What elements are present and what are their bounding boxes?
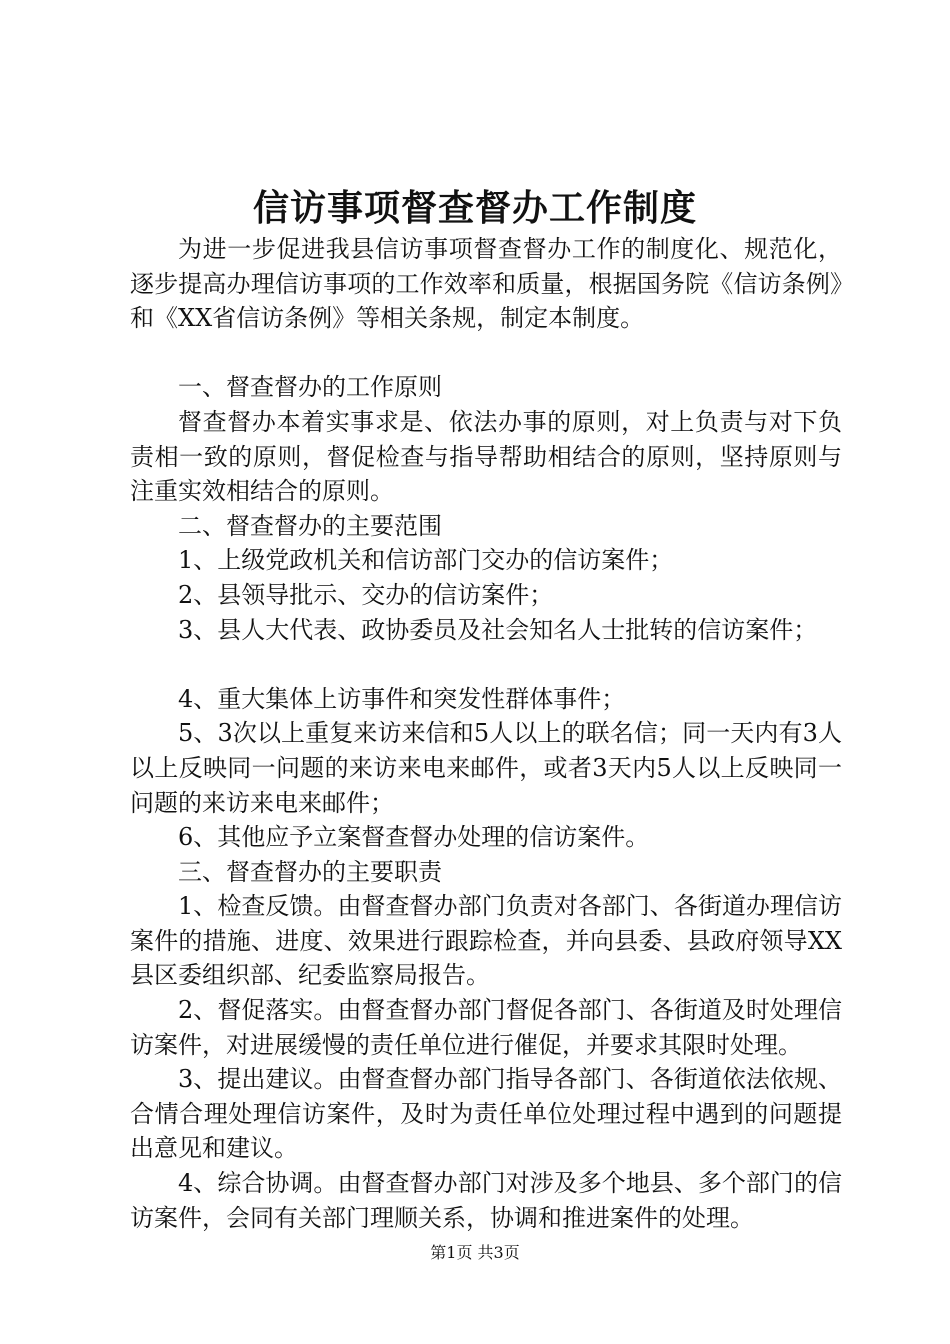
section3-item: 2、督促落实。由督查督办部门督促各部门、各街道及时处理信访案件，对进展缓慢的责任单位进行催促，并要求其限时处理。 (130, 996, 842, 1059)
section3-item: 4、综合协调。由督查督办部门对涉及多个地县、多个部门的信访案件，会同有关部门理顺关系，协调和推进案件的处理。 (130, 1169, 842, 1232)
document-body (130, 232, 842, 1235)
section3-heading: 三、督查督办的主要职责 (178, 857, 442, 886)
section1-heading: 一、督查督办的工作原则 (178, 373, 442, 402)
section2-item: 5、3次以上重复来访来信和5人以上的联名信；同一天内有3人以上反映同一问题的来访来电来邮件，或者3天内5人以上反映同一问题的来访来电来邮件； (130, 719, 842, 817)
section1-body: 督查督办本着实事求是、依法办事的原则，对上负责与对下负责相一致的原则，督促检查与指导帮助相结合的原则，坚持原则与注重实效相结合的原则。 (130, 407, 842, 506)
paragraph-spacer (130, 647, 842, 682)
paragraph-spacer (130, 336, 842, 371)
section3-item: 3、提出建议。由督查督办部门指导各部门、各街道依法依规、合情合理处理信访案件，及时为责任单位处理过程中遇到的问题提出意见和建议。 (130, 1065, 842, 1163)
section2-item: 6、其他应予立案督查督办处理的信访案件。 (178, 823, 650, 852)
section2-item: 4、重大集体上访事件和突发性群体事件； (178, 684, 626, 713)
section2-item: 2、县领导批示、交办的信访案件； (178, 580, 554, 609)
intro-paragraph: 为进一步促进我县信访事项督查督办工作的制度化、规范化，逐步提高办理信访事项的工作效率和质量，根据国务院《信访条例》和《XX省信访条例》等相关条规，制定本制度。 (130, 235, 842, 333)
page-footer: 第1页 共3页 (430, 1243, 520, 1262)
section2-item: 3、县人大代表、政协委员及社会知名人士批转的信访案件； (178, 615, 818, 644)
document-title: 信访事项督查督办工作制度 (252, 187, 697, 229)
section2-heading: 二、督查督办的主要范围 (178, 511, 442, 540)
section3-item: 1、检查反馈。由督查督办部门负责对各部门、各街道办理信访案件的措施、进度、效果进行跟踪检查，并向县委、县政府领导XX县区委组织部、纪委监察局报告。 (130, 892, 842, 990)
section2-item: 1、上级党政机关和信访部门交办的信访案件； (178, 546, 674, 575)
